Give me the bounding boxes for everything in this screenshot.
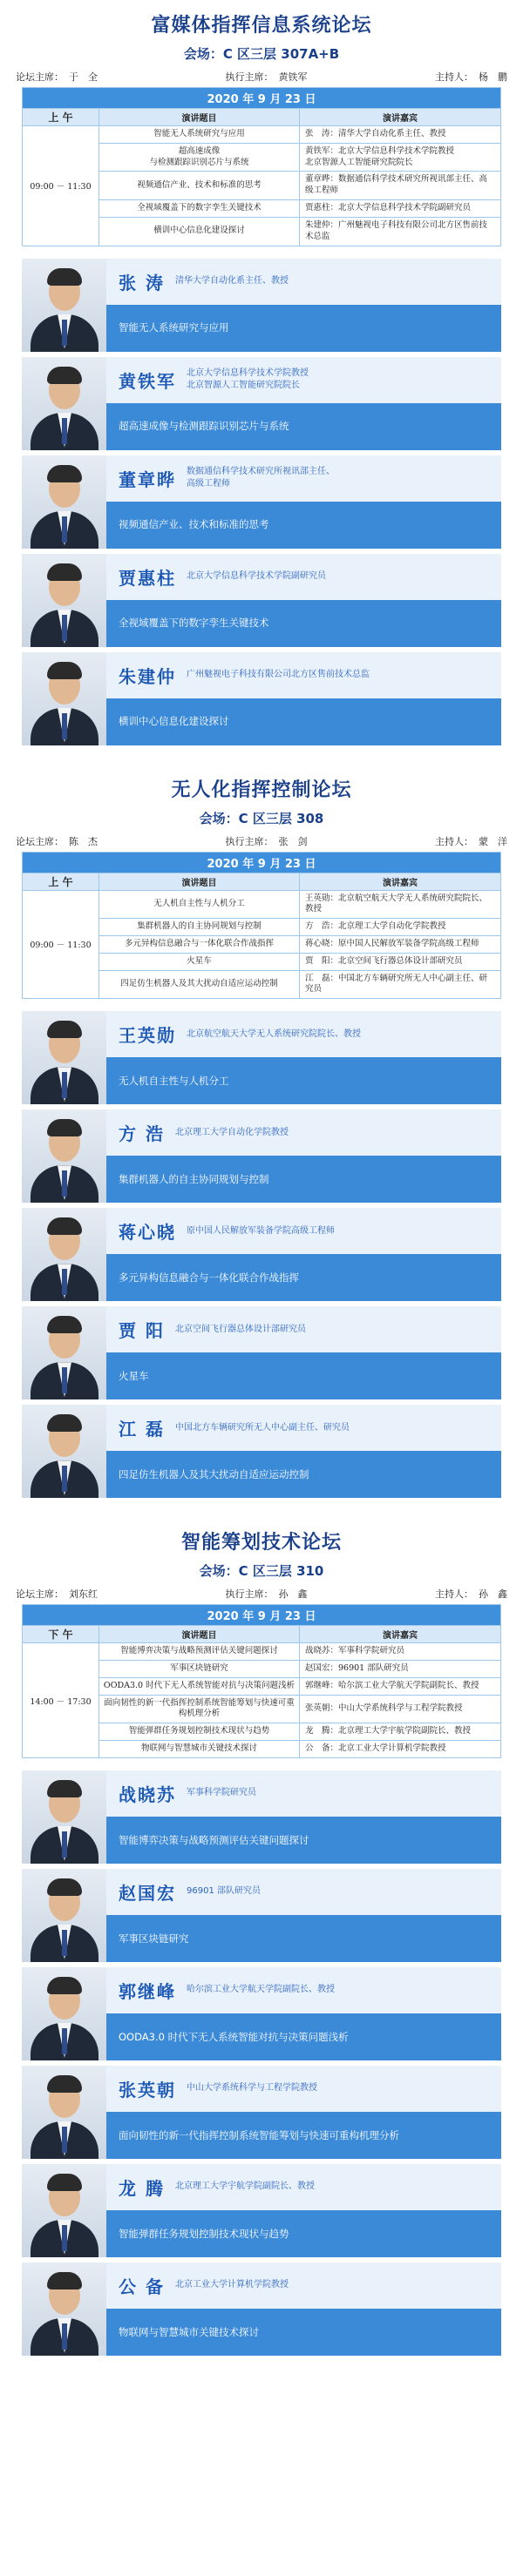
speaker-name: 郭继峰 <box>119 1980 176 2002</box>
schedule-topic: 智能弹群任务规划控制技术现状与趋势 <box>99 1723 300 1741</box>
speaker-info <box>106 1011 501 1104</box>
speaker-talk-title: 四足仿生机器人及其大扰动自适应运动控制 <box>106 1451 501 1498</box>
speaker-photo <box>22 2262 106 2356</box>
schedule-header-row <box>23 109 501 126</box>
speaker-name: 贾 阳 <box>119 1320 165 1342</box>
speaker-photo <box>22 259 106 352</box>
speaker-affiliation: 北京工业大学计算机学院教授 <box>174 2280 289 2290</box>
speaker-name-bar <box>106 1967 501 2013</box>
role-label: 论坛主席： <box>16 835 64 847</box>
photo-hair <box>47 268 82 286</box>
speaker-talk-title: 集群机器人的自主协同规划与控制 <box>106 1156 501 1203</box>
speaker-name: 朱建仲 <box>119 665 176 687</box>
speaker-talk-title: 智能无人系统研究与应用 <box>106 305 501 352</box>
schedule-period: 上 午 <box>23 109 99 126</box>
speaker-info <box>106 1869 501 1962</box>
photo-tie <box>62 1466 67 1492</box>
forum-header <box>0 0 523 63</box>
schedule-topic: 物联网与智慧城市关键技术探讨 <box>99 1741 300 1758</box>
speaker-affiliation: 北京大学信息科学技术学院教授 北京智源人工智能研究院院长 <box>187 368 309 390</box>
photo-tie <box>62 2225 67 2251</box>
photo-tie <box>62 1072 67 1098</box>
speaker-card <box>22 1770 501 1864</box>
forum-section <box>0 765 523 1518</box>
schedule-guest: 公 备：北京工业大学计算机学院教授 <box>300 1741 501 1758</box>
speaker-info <box>106 455 501 549</box>
schedule-topic: 全视域覆盖下的数字孪生关键技术 <box>99 200 300 218</box>
photo-hair <box>47 1977 82 1994</box>
forum-title: 智能筹划技术论坛 <box>180 1532 342 1554</box>
role-value: 孙 鑫 <box>278 1588 308 1601</box>
photo-hair <box>47 1119 82 1136</box>
schedule-time: 09:00 － 11:30 <box>23 890 99 999</box>
speaker-affiliation: 北京航空航天大学无人系统研究院院长、教授 <box>187 1028 361 1039</box>
forum-section <box>0 0 523 765</box>
speaker-photo <box>22 357 106 450</box>
speaker-affiliation: 北京空间飞行器总体设计部研究员 <box>174 1324 306 1334</box>
speaker-info <box>106 1770 501 1864</box>
photo-hair <box>47 1316 82 1333</box>
speaker-photo <box>22 554 106 647</box>
schedule-row <box>23 126 501 144</box>
photo-tie <box>62 418 67 444</box>
role-item <box>16 70 98 84</box>
speaker-affiliation: 数据通信科学技术研究所视讯部主任、 高级工程师 <box>187 467 335 489</box>
schedule-date: 2020 年 9 月 23 日 <box>23 852 501 873</box>
speaker-photo <box>22 1770 106 1864</box>
forum-roles <box>0 63 523 87</box>
speaker-talk-title: 横训中心信息化建设探讨 <box>106 698 501 745</box>
speaker-affiliation: 北京大学信息科学技术学院副研究员 <box>187 571 326 581</box>
schedule-topic: 无人机自主性与人机分工 <box>99 890 300 919</box>
speaker-talk-title: 智能弹群任务规划控制技术现状与趋势 <box>106 2210 501 2257</box>
speaker-photo <box>22 1967 106 2060</box>
speaker-talk-title: 军事区块链研究 <box>106 1915 501 1962</box>
column-header-guest: 演讲嘉宾 <box>300 109 501 126</box>
schedule-guest: 张英朝：中山大学系统科学与工程学院教授 <box>300 1695 501 1723</box>
speaker-card <box>22 2066 501 2159</box>
schedule-guest: 董章晔：数据通信科学技术研究所视讯部主任、高级工程师 <box>300 172 501 200</box>
speaker-card <box>22 2164 501 2257</box>
schedule-header-row <box>23 1626 501 1643</box>
role-label: 主持人： <box>435 71 473 83</box>
speaker-card <box>22 1208 501 1301</box>
speaker-info <box>106 1208 501 1301</box>
photo-hair <box>47 367 82 384</box>
speaker-info <box>106 1405 501 1498</box>
photo-tie <box>62 2323 67 2350</box>
speaker-photo <box>22 1869 106 1962</box>
role-value: 刘东红 <box>69 1588 98 1601</box>
speaker-name: 张英朝 <box>119 2079 176 2101</box>
photo-tie <box>62 615 67 641</box>
schedule-time: 14:00 － 17:30 <box>23 1643 99 1758</box>
forum-venue: 会场：C 区三层 310 <box>199 1563 324 1580</box>
schedule-period: 上 午 <box>23 873 99 890</box>
photo-tie <box>62 1269 67 1295</box>
speaker-photo <box>22 652 106 745</box>
role-value: 张 剑 <box>278 835 308 847</box>
speaker-info <box>106 357 501 450</box>
speaker-name: 蒋心晓 <box>119 1222 176 1244</box>
role-label: 主持人： <box>435 835 473 847</box>
schedule-row <box>23 890 501 919</box>
speaker-name-bar <box>106 1770 501 1817</box>
speaker-card-list <box>22 1011 501 1498</box>
schedule-table <box>22 852 501 1000</box>
schedule-topic: 集群机器人的自主协同规划与控制 <box>99 919 300 936</box>
speaker-card <box>22 1306 501 1399</box>
speaker-affiliation: 中山大学系统科学与工程学院教授 <box>187 2083 317 2094</box>
photo-hair <box>47 1780 82 1797</box>
role-item <box>435 834 507 848</box>
speaker-name-bar <box>106 1208 501 1254</box>
role-value: 黄铁军 <box>278 71 308 83</box>
role-label: 执行主席： <box>225 835 274 847</box>
speaker-name: 王英勋 <box>119 1025 176 1047</box>
photo-hair <box>47 1217 82 1235</box>
role-item <box>435 1587 507 1601</box>
role-item <box>435 70 507 84</box>
speaker-name-bar <box>106 455 501 502</box>
speaker-card <box>22 357 501 450</box>
speaker-card <box>22 1405 501 1498</box>
speaker-name: 董章晔 <box>119 469 176 490</box>
speaker-card <box>22 259 501 352</box>
speaker-talk-title: 多元异构信息融合与一体化联合作战指挥 <box>106 1254 501 1301</box>
column-header-topic: 演讲题目 <box>99 109 300 126</box>
role-value: 于 全 <box>69 71 98 83</box>
speaker-affiliation: 北京理工大学宇航学院副院长、教授 <box>174 2182 315 2192</box>
photo-hair <box>47 563 82 581</box>
photo-tie <box>62 1170 67 1197</box>
schedule-guest: 赵国宏：96901 部队研究员 <box>300 1661 501 1678</box>
photo-hair <box>47 1021 82 1038</box>
speaker-name-bar <box>106 2066 501 2112</box>
schedule-guest: 王英勋：北京航空航天大学无人系统研究院院长、教授 <box>300 890 501 919</box>
speaker-affiliation: 北京理工大学自动化学院教授 <box>174 1127 289 1137</box>
speaker-photo <box>22 1011 106 1104</box>
schedule-guest: 战晓苏：军事科学院研究员 <box>300 1643 501 1661</box>
forum-roles <box>0 1580 523 1604</box>
speaker-affiliation: 中国北方车辆研究所无人中心副主任、研究员 <box>174 1422 350 1433</box>
speaker-name: 公 备 <box>119 2276 165 2297</box>
schedule-guest: 方 浩：北京理工大学自动化学院教授 <box>300 919 501 936</box>
photo-hair <box>47 1414 82 1432</box>
speaker-card-list <box>22 1770 501 2356</box>
schedule-guest: 龙 腾：北京理工大学宇航学院副院长、教授 <box>300 1723 501 1741</box>
speaker-name: 贾惠柱 <box>119 567 176 589</box>
photo-hair <box>47 2174 82 2191</box>
schedule-table <box>22 1604 501 1758</box>
schedule-guest: 黄铁军：北京大学信息科学技术学院教授 北京智源人工智能研究院院长 <box>300 143 501 172</box>
speaker-name: 龙 腾 <box>119 2177 165 2199</box>
speaker-name-bar <box>106 2164 501 2210</box>
schedule-date: 2020 年 9 月 23 日 <box>23 88 501 109</box>
speaker-name-bar <box>106 1011 501 1057</box>
speaker-affiliation: 哈尔滨工业大学航天学院副院长、教授 <box>187 1985 335 1995</box>
role-label: 执行主席： <box>225 1588 274 1601</box>
column-header-guest: 演讲嘉宾 <box>300 873 501 890</box>
speaker-name: 赵国宏 <box>119 1882 176 1904</box>
photo-tie <box>62 2127 67 2153</box>
photo-tie <box>62 2028 67 2054</box>
speaker-card <box>22 554 501 647</box>
speaker-talk-title: 无人机自主性与人机分工 <box>106 1057 501 1104</box>
schedule-topic: OODA3.0 时代下无人系统智能对抗与决策问题浅析 <box>99 1677 300 1695</box>
schedule-guest: 江 磊：中国北方车辆研究所无人中心副主任、研究员 <box>300 970 501 999</box>
schedule-topic: 面向韧性的新一代指挥控制系统智能筹划与快速可重构机理分析 <box>99 1695 300 1723</box>
speaker-affiliation: 原中国人民解放军装备学院高级工程师 <box>187 1225 335 1236</box>
schedule-topic: 军事区块链研究 <box>99 1661 300 1678</box>
speaker-name: 张 涛 <box>119 272 165 293</box>
forum-venue: 会场：C 区三层 308 <box>199 810 324 826</box>
role-value: 孙 鑫 <box>479 1588 507 1601</box>
photo-tie <box>62 713 67 739</box>
speaker-card <box>22 652 501 745</box>
speaker-talk-title: 视频通信产业、技术和标准的思考 <box>106 502 501 549</box>
speaker-affiliation: 广州魅视电子科技有限公司北方区售前技术总监 <box>187 670 370 679</box>
speaker-name: 方 浩 <box>119 1123 165 1145</box>
photo-hair <box>47 662 82 679</box>
photo-hair <box>47 1878 82 1896</box>
speaker-info <box>106 2066 501 2159</box>
speaker-name: 战晓苏 <box>119 1784 176 1805</box>
schedule-guest: 贾 阳：北京空间飞行器总体设计部研究员 <box>300 953 501 970</box>
photo-tie <box>62 1367 67 1393</box>
speaker-photo <box>22 1405 106 1498</box>
schedule-date: 2020 年 9 月 23 日 <box>23 1605 501 1626</box>
photo-tie <box>62 320 67 346</box>
schedule-guest: 郭继峰：哈尔滨工业大学航天学院副院长、教授 <box>300 1677 501 1695</box>
column-header-topic: 演讲题目 <box>99 873 300 890</box>
photo-tie <box>62 516 67 543</box>
speaker-name: 黄铁军 <box>119 370 176 392</box>
speaker-card <box>22 1011 501 1104</box>
speaker-info <box>106 2262 501 2356</box>
speaker-affiliation: 军事科学院研究员 <box>187 1788 256 1798</box>
role-label: 论坛主席： <box>16 1588 64 1601</box>
schedule-header-row <box>23 873 501 890</box>
speaker-name-bar <box>106 259 501 305</box>
speaker-photo <box>22 1109 106 1203</box>
schedule-topic: 横训中心信息化建设探讨 <box>99 217 300 246</box>
speaker-talk-title: 物联网与智慧城市关键技术探讨 <box>106 2309 501 2356</box>
schedule-topic: 超高速成像 与检测跟踪识别芯片与系统 <box>99 143 300 172</box>
role-label: 主持人： <box>435 1588 473 1601</box>
schedule-guest: 朱建仲：广州魅视电子科技有限公司北方区售前技术总监 <box>300 217 501 246</box>
photo-tie <box>62 1930 67 1956</box>
speaker-card-list <box>22 259 501 745</box>
speaker-name: 江 磊 <box>119 1419 165 1440</box>
speaker-photo <box>22 2066 106 2159</box>
schedule-topic: 智能博弈决策与战略预测评估关键问题探讨 <box>99 1643 300 1661</box>
forum-title: 无人化指挥控制论坛 <box>171 779 352 801</box>
role-item <box>226 70 308 84</box>
column-header-guest: 演讲嘉宾 <box>300 1626 501 1643</box>
speaker-photo <box>22 455 106 549</box>
speaker-info <box>106 652 501 745</box>
speaker-info <box>106 2164 501 2257</box>
speaker-name-bar <box>106 1306 501 1352</box>
role-label: 论坛主席： <box>16 71 64 83</box>
speaker-name-bar <box>106 554 501 600</box>
speaker-name-bar <box>106 1109 501 1156</box>
column-header-topic: 演讲题目 <box>99 1626 300 1643</box>
speaker-card <box>22 455 501 549</box>
schedule-topic: 火星车 <box>99 953 300 970</box>
speaker-talk-title: 火星车 <box>106 1352 501 1399</box>
speaker-info <box>106 1109 501 1203</box>
speaker-card <box>22 2262 501 2356</box>
speaker-name-bar <box>106 1405 501 1451</box>
speaker-photo <box>22 2164 106 2257</box>
speaker-talk-title: 智能博弈决策与战略预测评估关键问题探讨 <box>106 1817 501 1864</box>
speaker-card <box>22 1109 501 1203</box>
photo-hair <box>47 2075 82 2093</box>
forum-roles <box>0 827 523 852</box>
role-value: 陈 杰 <box>69 835 98 847</box>
speaker-name-bar <box>106 652 501 698</box>
speaker-photo <box>22 1208 106 1301</box>
schedule-topic: 多元异构信息融合与一体化联合作战指挥 <box>99 935 300 953</box>
role-value: 杨 鹏 <box>479 71 507 83</box>
schedule-table <box>22 87 501 246</box>
forum-header <box>0 1517 523 1580</box>
speaker-info <box>106 1306 501 1399</box>
speaker-info <box>106 554 501 647</box>
speaker-name-bar <box>106 2262 501 2309</box>
forum-title: 富媒体指挥信息系统论坛 <box>151 15 372 37</box>
forum-section <box>0 1517 523 2375</box>
photo-tie <box>62 1831 67 1858</box>
role-item <box>226 834 308 848</box>
speaker-talk-title: 面向韧性的新一代指挥控制系统智能筹划与快速可重构机理分析 <box>106 2112 501 2159</box>
schedule-guest: 张 涛：清华大学自动化系主任、教授 <box>300 126 501 144</box>
forum-header <box>0 765 523 827</box>
speaker-info <box>106 259 501 352</box>
speaker-photo <box>22 1306 106 1399</box>
speaker-name-bar <box>106 357 501 403</box>
speaker-info <box>106 1967 501 2060</box>
role-value: 蒙 洋 <box>479 835 507 847</box>
speaker-affiliation: 96901 部队研究员 <box>187 1886 261 1897</box>
schedule-guest: 贾惠柱：北京大学信息科学技术学院副研究员 <box>300 200 501 218</box>
schedule-time: 09:00 － 11:30 <box>23 126 99 246</box>
schedule-row <box>23 1643 501 1661</box>
speaker-card <box>22 1869 501 1962</box>
schedule-guest: 蒋心晓：原中国人民解放军装备学院高级工程师 <box>300 935 501 953</box>
speaker-talk-title: 超高速成像与检测跟踪识别芯片与系统 <box>106 403 501 450</box>
role-item <box>226 1587 308 1601</box>
speaker-affiliation: 清华大学自动化系主任、教授 <box>174 276 289 286</box>
role-item <box>16 1587 98 1601</box>
speaker-card <box>22 1967 501 2060</box>
speaker-talk-title: 全视域覆盖下的数字孪生关键技术 <box>106 600 501 647</box>
schedule-topic: 四足仿生机器人及其大扰动自适应运动控制 <box>99 970 300 999</box>
schedule-topic: 视频通信产业、技术和标准的思考 <box>99 172 300 200</box>
role-label: 执行主席： <box>225 71 274 83</box>
schedule-period: 下 午 <box>23 1626 99 1643</box>
forum-venue: 会场：C 区三层 307A+B <box>183 46 340 62</box>
photo-hair <box>47 2272 82 2289</box>
schedule-topic: 智能无人系统研究与应用 <box>99 126 300 144</box>
speaker-name-bar <box>106 1869 501 1915</box>
speaker-talk-title: OODA3.0 时代下无人系统智能对抗与决策问题浅析 <box>106 2013 501 2060</box>
role-item <box>16 834 98 848</box>
photo-hair <box>47 465 82 482</box>
